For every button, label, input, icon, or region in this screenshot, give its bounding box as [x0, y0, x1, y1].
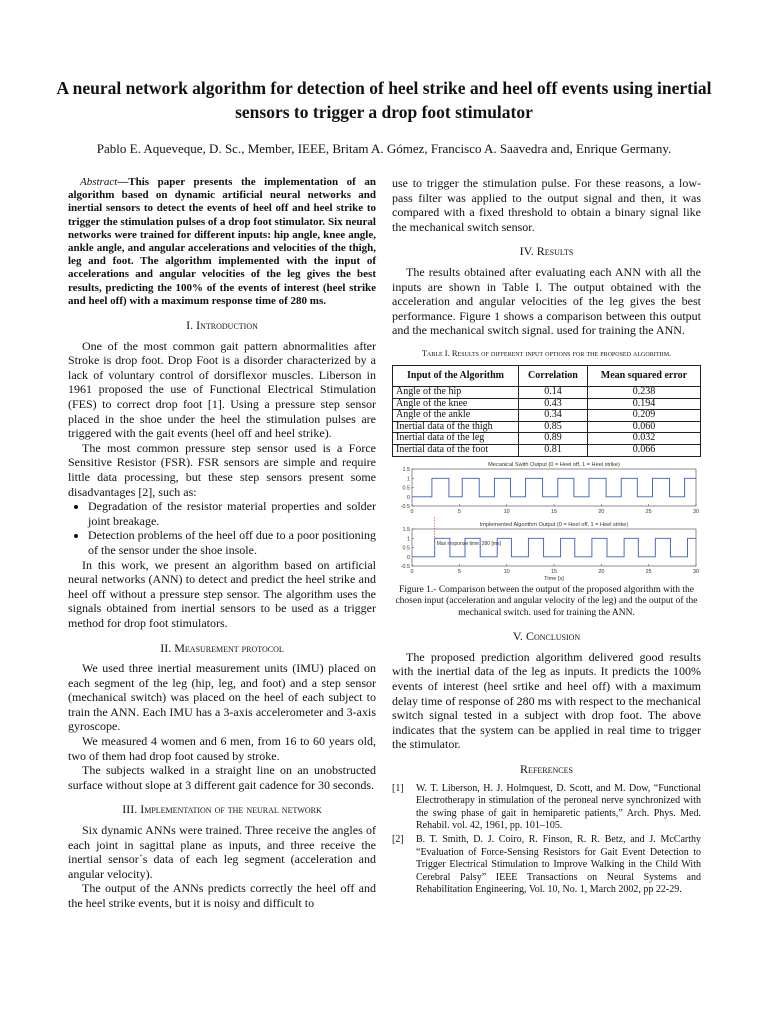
table-cell: 0.81	[519, 444, 588, 456]
y-tick-label: 1	[407, 535, 410, 542]
plot-frame	[412, 529, 696, 566]
section-number: II.	[160, 640, 172, 655]
table-cell: Angle of the knee	[393, 398, 519, 410]
x-tick-label: 5	[457, 568, 461, 575]
x-tick-label: 0	[410, 568, 414, 575]
paragraph: In this work, we present an algorithm based on artificial neural networks (ANN) to detect and predict the heel strike and heel off without a pressure step sensor. The algorithm uses the signals obtained from inertial sensors to be used as a trigger method for drop foot stimulators.	[68, 557, 376, 630]
table-cell: 0.032	[587, 433, 700, 445]
table-cell: 0.43	[519, 398, 588, 410]
section-number: III.	[122, 802, 138, 817]
reference-item	[392, 783, 701, 833]
table-row	[393, 410, 701, 422]
reference-number: [2]	[392, 834, 404, 845]
table-cell: 0.89	[519, 433, 588, 445]
section-number: I.	[186, 318, 194, 333]
paper-title: A neural network algorithm for detection of heel strike and heel off events using inertial sensors to trigger a drop foot stimulator	[56, 78, 712, 122]
figure-1-plot	[392, 457, 701, 581]
abstract	[68, 176, 376, 308]
y-tick-label: 0.5	[402, 545, 410, 551]
y-tick-label: 1.5	[402, 466, 410, 473]
section-heading-results	[392, 244, 701, 259]
column-header: Correlation	[519, 365, 588, 386]
column-header: Mean squared error	[587, 365, 700, 386]
x-tick-label: 25	[645, 508, 652, 515]
section-heading-references	[392, 762, 701, 777]
table-cell: 0.194	[587, 398, 700, 410]
y-tick-label: 1.5	[402, 526, 410, 533]
x-tick-label: 10	[503, 508, 510, 515]
table-row	[393, 421, 701, 433]
x-tick-label: 15	[551, 508, 557, 515]
paragraph: The subjects walked in a straight line on an unobstructed surface without slope at 3 different gait cadence for 30 seconds.	[68, 763, 376, 792]
section-title: Conclusion	[525, 629, 581, 644]
reference-text: W. T. Liberson, H. J. Holmquest, D. Scott, and M. Dow, “Functional Electrotherapy in stimulation of the peroneal nerve synchronized with the swing phase of gait in hemiparetic patients,” Arch. Phys. Med. Rehabil. vol. 42, 1961, pp. 101–105.	[416, 782, 701, 832]
y-tick-label: 0	[407, 554, 410, 561]
y-tick-label: 0	[407, 494, 410, 501]
table-row	[393, 433, 701, 445]
table-cell: Angle of the hip	[393, 386, 519, 398]
section-title: Implementation of the neural network	[140, 802, 322, 817]
paragraph: Six dynamic ANNs were trained. Three receive the angles of each joint in sagittal plane as inputs, and three receive the inertial sensor´s data of each leg segment (acceleration and angular velocity).	[68, 823, 376, 881]
table-header-row	[393, 365, 701, 386]
x-tick-label: 15	[551, 568, 557, 575]
plot-frame	[412, 469, 696, 506]
x-tick-label: 20	[598, 568, 605, 575]
paragraph: The output of the ANNs predicts correctly the heel off and the heel strike events, but it is noisy and difficult to	[68, 881, 376, 910]
x-tick-label: 10	[503, 568, 510, 575]
section-title: Results	[536, 244, 574, 259]
x-tick-label: 0	[410, 508, 414, 515]
bullet-item: • Degradation of the resistor material properties and solder joint breakage.	[88, 499, 376, 528]
paragraph: One of the most common gait pattern abnormalities after Stroke is drop foot. Drop Foot is a disorder characterized by a lack of voluntary control of dorsiflexor muscles. Liberson in 1961 proposed the use of Functional Electrical Stimulation (FES) to correct drop foot [1]. Using a pressure step sensor placed in the shoe under the heel the stimulation pulses are triggered with the gait events (heel off and heel strike).	[68, 338, 376, 441]
paragraph: use to trigger the stimulation pulse. For these reasons, a low-pass filter was applied to the output signal and then, it was compared with a fixed threshold to obtain a binary signal like the mechanical switch sensor.	[392, 176, 701, 234]
x-tick-label: 20	[598, 508, 605, 515]
series-line	[412, 478, 696, 497]
x-tick-label: 5	[457, 508, 461, 515]
y-tick-label: -0.5	[400, 503, 410, 510]
table-row	[393, 444, 701, 456]
y-tick-label: 1	[407, 475, 410, 482]
y-tick-label: -0.5	[400, 563, 410, 570]
table-cell: 0.14	[519, 386, 588, 398]
x-axis-label: Time [s]	[544, 575, 564, 581]
author-list: Pablo E. Aqueveque, D. Sc., Member, IEEE, Britam A. Gómez, Francisco A. Saavedra and, Enrique Germany.	[96, 141, 672, 156]
abstract-text: This paper presents the implementation of an algorithm based on dynamic artificial neural networks and inertial sensors to detect the events of heel off and heel strike to trigger the stimulation pulses of a drop foot stimulator. Six neural networks were trained for different inputs: hip angle, knee angle, ankle angle, and angular accelerations and velocities of the thigh, leg and foot. The algorithm implemented with the input of accelerations and angular velocities of the leg gives the best results, predicting the 100% of the events of interest (heel strike and heel off) with a maximum response time of 280 ms.	[68, 176, 376, 307]
section-title: Introduction	[196, 318, 258, 333]
table-cell: 0.209	[587, 410, 700, 422]
paragraph: The proposed prediction algorithm delivered good results with the inertial data of the leg as inputs. It predicts the 100% events of interest (heel srtike and heel off) with a maximum delay time of response of 280 ms with respect to the mechanical switch signal tested in a subject with drop foot. The above indicates that the system can be applied in real time to trigger the stimulator.	[392, 649, 701, 752]
table-cell: 0.060	[587, 421, 700, 433]
bullet-item: • Detection problems of the heel off due to a poor positioning of the sensor under the shoe insole.	[88, 528, 376, 557]
reference-text: B. T. Smith, D. J. Coiro, R. Finson, R. R. Betz, and J. McCarthy “Evaluation of Force-Sensing Resistors for Gait Event Detection to Trigger Electrical Stimulation to Improve Walking in the Child With Cerebral Palsy” IEEE Transactions on Neural Systems and Rehabilitation Engineering, Vol. 10, No. 1, March 2002, pp 22-29.	[416, 834, 701, 896]
table-cell: Inertial data of the thigh	[393, 421, 519, 433]
reference-number: [1]	[392, 782, 404, 794]
paragraph: We used three inertial measurement units (IMU) placed on each segment of the leg (hip, leg, and foot) and a step sensor (mechanical switch) was placed on the heel of each subject to train the ANN. Each IMU has a 3-axis accelerometer and 3-axis gyroscope.	[68, 661, 376, 734]
table-row	[393, 386, 701, 398]
section-number: V.	[512, 629, 523, 644]
column-header: Input of the Algorithm	[393, 365, 519, 386]
table-cell: 0.85	[519, 421, 588, 433]
subplot-title: Implemented Algorithm Output (0 = Heel off, 1 = Heel strike)	[479, 521, 629, 528]
right-column	[392, 176, 701, 898]
section-heading-introduction	[68, 318, 376, 333]
abstract-dash: —	[117, 176, 129, 188]
table-caption: Table I. Results of different input options for the proposed algorithm.	[421, 347, 672, 358]
section-heading-conclusion	[392, 629, 701, 644]
x-tick-label: 25	[645, 568, 652, 575]
paragraph: We measured 4 women and 6 men, from 16 to 60 years old, two of them had drop foot caused by stroke.	[68, 734, 376, 763]
section-heading-implementation	[68, 802, 376, 817]
section-number: IV.	[519, 244, 534, 259]
table-cell: 0.066	[587, 444, 700, 456]
x-tick-label: 30	[693, 568, 699, 575]
figure-caption: Figure 1.- Comparison between the output of the proposed algorithm with the chosen input (acceleration and angular velocity of the leg) and the output of the mechanical switch. used for training the ANN.	[395, 584, 698, 618]
section-title: References	[520, 762, 573, 777]
annotation-label: Max response time: 280 [ms]	[436, 540, 501, 547]
table-cell: 0.238	[587, 386, 700, 398]
table-cell: Angle of the ankle	[393, 410, 519, 422]
paragraph: The most common pressure step sensor used is a Force Sensitive Resistor (FSR). FSR sensors are simple and require little data processing, but these step sensors present some disadvantages [2], such as:	[68, 440, 376, 499]
subplot-title: Mecanical Swith Output (0 = Heel off, 1 = Heel strike)	[488, 461, 620, 468]
y-tick-label: 0.5	[402, 485, 410, 491]
results-table	[392, 365, 701, 457]
table-cell: Inertial data of the leg	[393, 433, 519, 445]
left-column	[68, 176, 376, 911]
table-cell: 0.34	[519, 410, 588, 422]
section-heading-measurement	[68, 641, 376, 656]
section-title: Measurement protocol	[174, 640, 284, 655]
reference-item	[392, 834, 701, 897]
table-cell: Inertial data of the foot	[393, 444, 519, 456]
x-tick-label: 30	[693, 508, 699, 515]
abstract-label: Abstract	[80, 176, 118, 188]
table-row	[393, 398, 701, 410]
paragraph: The results obtained after evaluating each ANN with all the inputs are shown in Table I. The output obtained with the acceleration and angular velocities of the leg gives the best performance. Figure 1 shows a comparison between this output and the mechanical switch signal. used for training the ANN.	[392, 264, 701, 338]
bullet-list	[68, 499, 376, 557]
